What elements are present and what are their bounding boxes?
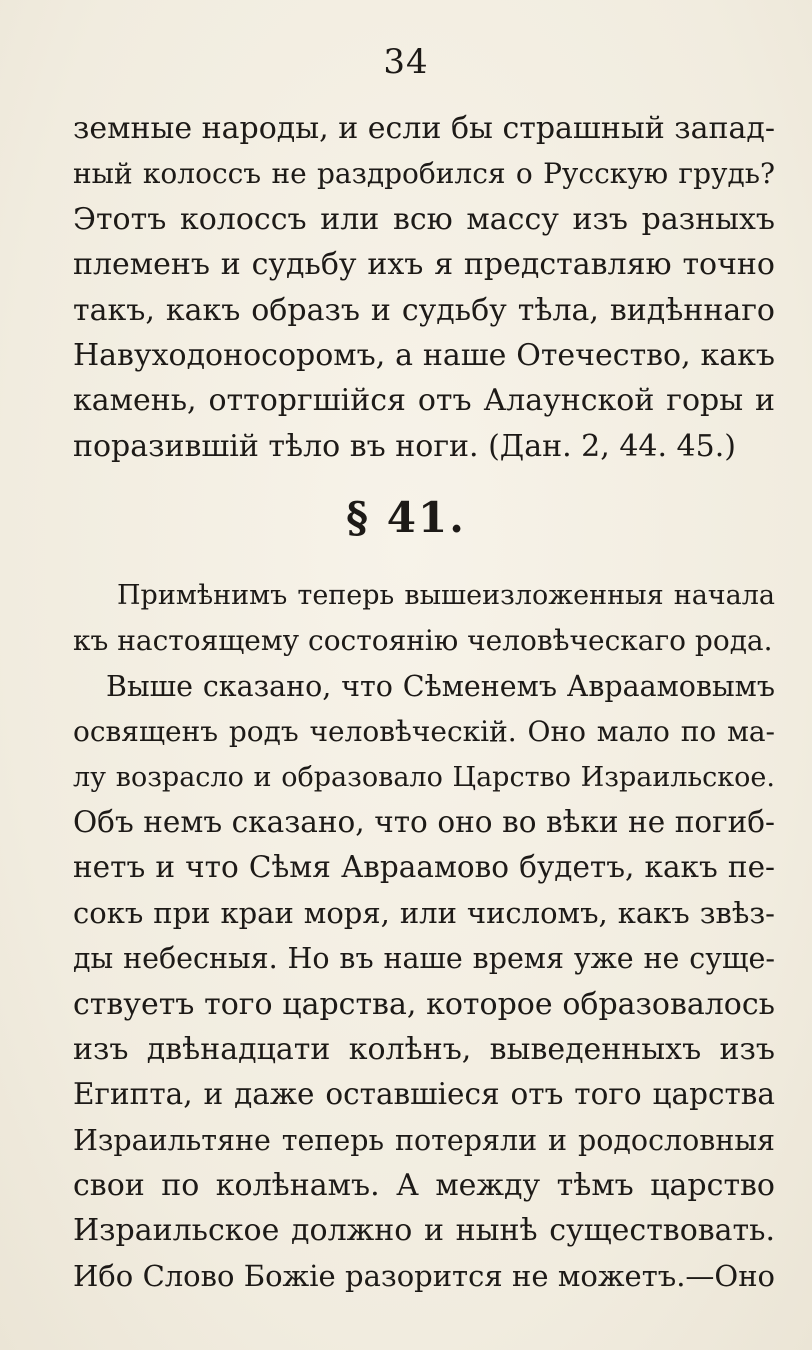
text-line: Навуходоносоромъ, а наше Отечество, какъ xyxy=(73,337,775,373)
section-heading: § 41. xyxy=(346,493,466,542)
text-line: ды небесныя. Но въ наше время уже не суще- xyxy=(73,942,775,976)
top-paragraph xyxy=(73,106,775,469)
text-line: Примѣнимъ теперь вышеизложенныя начала xyxy=(117,580,775,611)
text-line: свои по колѣнамъ. А между тѣмъ царство xyxy=(73,1168,775,1204)
text-line: Израильтяне теперь потеряли и родословныя xyxy=(73,1123,775,1157)
text-line: лу возрасло и образовало Царство Израильское. xyxy=(73,761,775,793)
text-line: къ настоящему состоянію человѣческаго рода. xyxy=(73,624,773,658)
text-line: Объ немъ сказано, что оно во вѣки не погиб- xyxy=(73,804,775,839)
page-number: 34 xyxy=(383,42,429,82)
text-line: изъ двѣнадцати колѣнъ, выведенныхъ изъ xyxy=(73,1031,775,1067)
text-line: сокъ при краи моря, или числомъ, какъ звѣз- xyxy=(73,895,775,930)
text-line: Израильское должно и нынѣ существовать. xyxy=(73,1213,775,1249)
text-line: земные народы, и если бы страшный запад- xyxy=(73,111,775,146)
text-line: ный колоссъ не раздробился о Русскую грудь? xyxy=(73,157,775,191)
text-line: освященъ родъ человѣческій. Оно мало по ма- xyxy=(73,715,775,749)
text-line: Выше сказано, что Сѣменемъ Авраамовымъ xyxy=(106,669,775,703)
text-line: камень, отторгшійся отъ Алаунской горы и xyxy=(73,383,775,419)
text-line: поразившій тѣло въ ноги. (Дан. 2, 44. 45.) xyxy=(73,428,736,464)
text-line: Этотъ колоссъ или всю массу изъ разныхъ xyxy=(73,201,775,237)
text-line: ствуетъ того царства, которое образовалось xyxy=(73,986,775,1022)
section-body xyxy=(73,573,775,1299)
text-line: племенъ и судьбу ихъ я представляю точно xyxy=(73,247,775,283)
text-line: нетъ и что Сѣмя Авраамово будетъ, какъ пе- xyxy=(73,850,775,885)
text-line: Египта, и даже оставшіеся отъ того царства xyxy=(73,1077,775,1112)
text-line: такъ, какъ образъ и судьбу тѣла, видѣннаго xyxy=(73,292,775,328)
text-line: Ибо Слово Божіе разорится не можетъ.—Оно xyxy=(73,1258,775,1293)
